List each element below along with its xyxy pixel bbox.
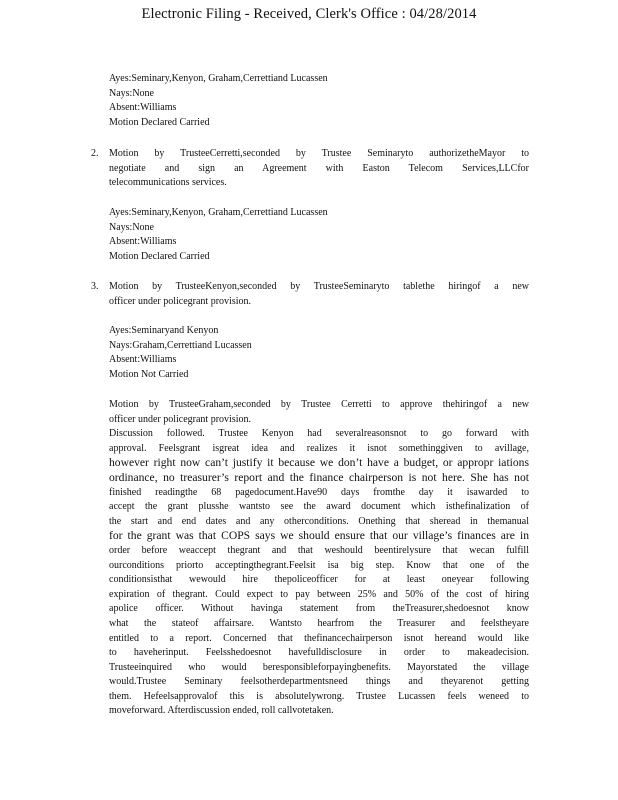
absent-line: Absent:Williams [109, 102, 177, 114]
paragraph-line: conditionsisthat wewould hire thepoliceofficer for at least oneyear following [109, 574, 529, 586]
nays-line: Nays:None [109, 87, 154, 99]
nays-line: Nays:Graham,Cerrettiand Lucassen [109, 339, 252, 351]
paragraph-line: accept the grant plusshe wantsto see the award document which isthefinalization of [109, 501, 529, 513]
paragraph-line: order before weaccept thegrant and that weshould beentirelysure that wecan fulfill [109, 544, 529, 556]
paragraph-line: would.Trustee Seminary feelsotherdepartmentsneed things and theyarenot getting [109, 676, 529, 688]
motion-paragraph-2 [109, 147, 529, 191]
paragraph-line: Motion by TrusteeCerretti,seconded by Trustee Seminaryto authorizetheMayor to [109, 148, 529, 159]
result-line: Motion Declared Carried [109, 116, 210, 128]
result-line: Motion Declared Carried [109, 250, 210, 262]
paragraph-line: the start and end dates and any otherconditions. Onething that sheread in themanual [109, 515, 529, 527]
paragraph-line: officer under policegrant provision. [109, 295, 251, 307]
paragraph-line: moveforward. Afterdiscussion ended, roll callvotetaken. [109, 705, 334, 717]
paragraph-line: however right now can’t justify it because we don’t have a budget, or appropr iations [109, 456, 529, 470]
filing-header: Electronic Filing - Received, Clerk's Office : 04/28/2014 [141, 6, 477, 22]
paragraph-line: Trusteeinquired who would beresponsibleforpayingbenefits. Mayorstated the village [109, 661, 529, 673]
paragraph-line: negotiate and sign an Agreement with Easton Telecom Services,LLCfor [109, 162, 529, 174]
paragraph-line: ordinance, no treasurer’s report and the finance chairperson is not here. She has not [109, 470, 529, 484]
paragraph-line: entitled to a report. Concerned that thefinancechairperson isnot hereand would like [109, 632, 529, 644]
paragraph-line: what the stateof affairsare. Wantsto hearfrom the Treasurer and feelstheyare [109, 617, 529, 629]
paragraph-line: for the grant was that COPS says we should ensure that our village’s finances are in [109, 529, 529, 543]
paragraph-line: Motion by TrusteeKenyon,seconded by TrusteeSeminaryto tablethe hiringof a new [109, 281, 529, 292]
paragraph-line: to haveherinput. Feelsshedoesnot havefulldisclosure in order to makeadecision. [109, 647, 529, 659]
paragraph-line: expiration of thegrant. Could expect to pay between 25% and 50% of the cost of hiring [109, 588, 529, 600]
vote-block-1 [109, 72, 328, 130]
paragraph-line: them. Hefeelsapprovalof this is absolutelywrong. Trustee Lucassen feels weneed to [109, 690, 529, 702]
item-number-2: 2. [91, 148, 99, 159]
item-number-3: 3. [91, 281, 99, 292]
motion-paragraph-3 [109, 280, 529, 309]
vote-block-3 [109, 324, 252, 382]
vote-block-2 [109, 206, 328, 264]
result-line: Motion Not Carried [109, 368, 189, 380]
motion-paragraph-4 [109, 398, 529, 719]
ayes-line: Ayes:Seminary,Kenyon, Graham,Cerrettiand Lucassen [109, 73, 328, 84]
ayes-line: Ayes:Seminaryand Kenyon [109, 325, 219, 336]
paragraph-line: telecommunications services. [109, 177, 227, 189]
ayes-line: Ayes:Seminary,Kenyon, Graham,Cerrettiand Lucassen [109, 207, 328, 218]
paragraph-line: Discussion followed. Trustee Kenyon had severalreasonsnot to go forward with [109, 428, 529, 440]
paragraph-line: officer under policegrant provision. [109, 413, 251, 425]
paragraph-line: finished readingthe 68 pagedocument.Have90 days fromthe day it isawarded to [109, 486, 529, 498]
paragraph-line: apolice officer. Without havinga statement from theTreasurer,shedoesnot know [109, 603, 529, 615]
paragraph-line: approval. Feelsgrant isgreat idea and realizes it isnot somethinggiven to avillage, [109, 442, 529, 454]
absent-line: Absent:Williams [109, 236, 177, 248]
absent-line: Absent:Williams [109, 354, 177, 366]
nays-line: Nays:None [109, 221, 154, 233]
paragraph-line: ourconditions priorto acceptingthegrant.Feelsit isa big step. Know that one of the [109, 559, 529, 571]
paragraph-line: Motion by TrusteeGraham,seconded by Trustee Cerretti to approve thehiringof a new [109, 399, 529, 410]
